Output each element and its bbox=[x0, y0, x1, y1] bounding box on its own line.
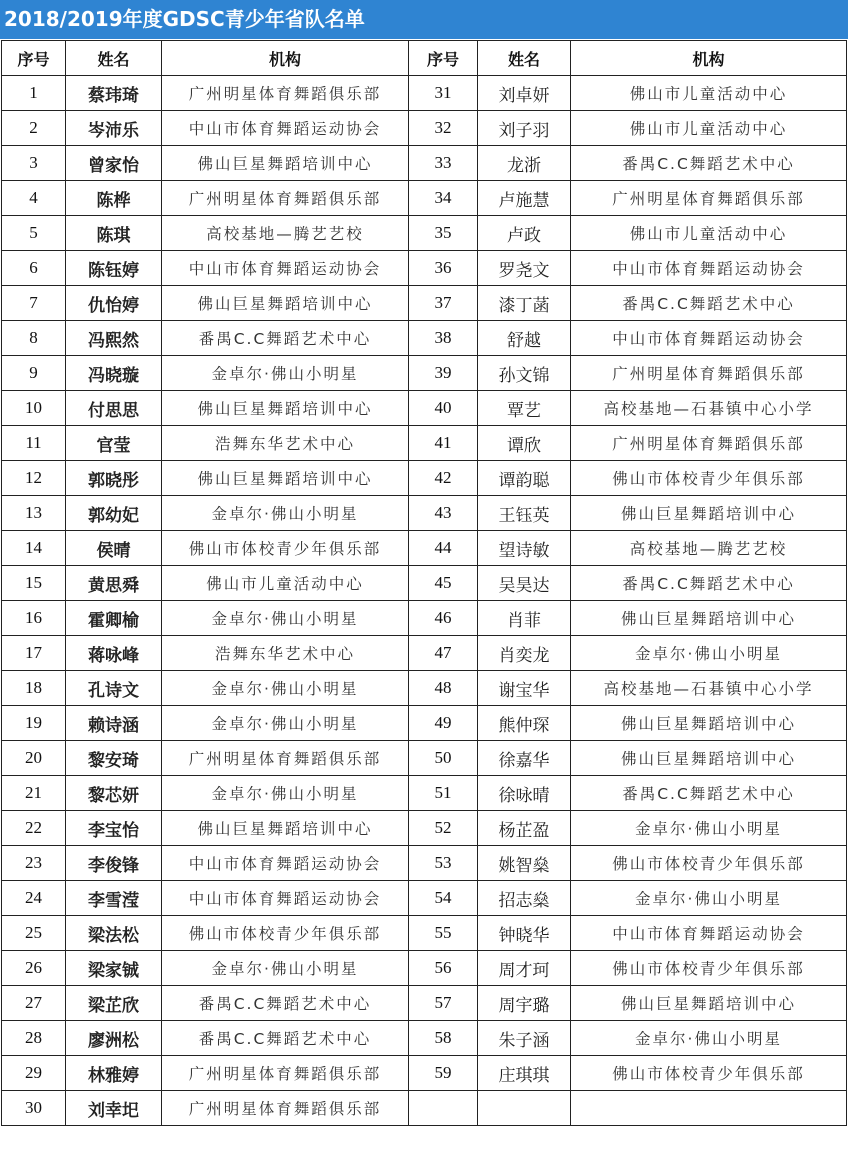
cell-name-left: 曾家怡 bbox=[66, 146, 162, 181]
cell-seq-left: 27 bbox=[2, 986, 66, 1021]
cell-name-right: 徐咏晴 bbox=[478, 776, 571, 811]
cell-seq-left: 15 bbox=[2, 566, 66, 601]
cell-name-left: 冯晓璇 bbox=[66, 356, 162, 391]
cell-seq-right: 41 bbox=[409, 426, 478, 461]
cell-org-right: 佛山巨星舞蹈培训中心 bbox=[571, 706, 847, 741]
cell-seq-left: 12 bbox=[2, 461, 66, 496]
table-row bbox=[2, 1091, 847, 1126]
cell-org-left: 中山市体育舞蹈运动协会 bbox=[162, 251, 409, 286]
cell-seq-right: 33 bbox=[409, 146, 478, 181]
cell-org-left: 番禺C.C舞蹈艺术中心 bbox=[162, 1021, 409, 1056]
cell-seq-left: 6 bbox=[2, 251, 66, 286]
header-name-right: 姓名 bbox=[478, 41, 571, 76]
cell-seq-left: 1 bbox=[2, 76, 66, 111]
header-name-left: 姓名 bbox=[66, 41, 162, 76]
cell-name-right: 徐嘉华 bbox=[478, 741, 571, 776]
header-org-left: 机构 bbox=[162, 41, 409, 76]
cell-org-left: 佛山市儿童活动中心 bbox=[162, 566, 409, 601]
cell-seq-left: 28 bbox=[2, 1021, 66, 1056]
cell-org-right: 佛山市儿童活动中心 bbox=[571, 111, 847, 146]
cell-seq-right: 58 bbox=[409, 1021, 478, 1056]
table-row bbox=[2, 601, 847, 636]
cell-org-left: 佛山市体校青少年俱乐部 bbox=[162, 531, 409, 566]
cell-name-right: 杨芷盈 bbox=[478, 811, 571, 846]
cell-name-right: 谭韵聪 bbox=[478, 461, 571, 496]
table-row bbox=[2, 391, 847, 426]
cell-name-left: 陈桦 bbox=[66, 181, 162, 216]
table-row bbox=[2, 356, 847, 391]
cell-org-right: 高校基地—石碁镇中心小学 bbox=[571, 391, 847, 426]
cell-seq-left: 22 bbox=[2, 811, 66, 846]
cell-seq-right: 39 bbox=[409, 356, 478, 391]
cell-seq-right: 52 bbox=[409, 811, 478, 846]
cell-org-left: 番禺C.C舞蹈艺术中心 bbox=[162, 986, 409, 1021]
cell-org-right: 高校基地—腾艺艺校 bbox=[571, 531, 847, 566]
cell-org-right: 番禺C.C舞蹈艺术中心 bbox=[571, 776, 847, 811]
cell-org-left: 中山市体育舞蹈运动协会 bbox=[162, 111, 409, 146]
header-seq-right: 序号 bbox=[409, 41, 478, 76]
table-row bbox=[2, 566, 847, 601]
cell-org-left: 广州明星体育舞蹈俱乐部 bbox=[162, 741, 409, 776]
cell-seq-left: 23 bbox=[2, 846, 66, 881]
table-row bbox=[2, 1021, 847, 1056]
cell-seq-right: 40 bbox=[409, 391, 478, 426]
cell-org-left: 金卓尔·佛山小明星 bbox=[162, 776, 409, 811]
table-row bbox=[2, 986, 847, 1021]
cell-seq-right: 51 bbox=[409, 776, 478, 811]
cell-seq-right: 55 bbox=[409, 916, 478, 951]
cell-name-right: 周才珂 bbox=[478, 951, 571, 986]
page-title: 2018/2019年度GDSC青少年省队名单 bbox=[0, 0, 848, 39]
cell-seq-right: 42 bbox=[409, 461, 478, 496]
cell-org-right: 番禺C.C舞蹈艺术中心 bbox=[571, 286, 847, 321]
cell-seq-right: 43 bbox=[409, 496, 478, 531]
cell-name-right: 卢政 bbox=[478, 216, 571, 251]
cell-seq-left: 16 bbox=[2, 601, 66, 636]
cell-seq-left: 7 bbox=[2, 286, 66, 321]
cell-name-right: 周宇璐 bbox=[478, 986, 571, 1021]
table-row bbox=[2, 636, 847, 671]
table-row bbox=[2, 671, 847, 706]
cell-org-right: 佛山巨星舞蹈培训中心 bbox=[571, 986, 847, 1021]
cell-org-left: 佛山巨星舞蹈培训中心 bbox=[162, 811, 409, 846]
cell-org-left: 中山市体育舞蹈运动协会 bbox=[162, 846, 409, 881]
cell-org-right: 金卓尔·佛山小明星 bbox=[571, 811, 847, 846]
cell-seq-right: 54 bbox=[409, 881, 478, 916]
cell-seq-right: 44 bbox=[409, 531, 478, 566]
table-row bbox=[2, 531, 847, 566]
cell-name-right: 舒越 bbox=[478, 321, 571, 356]
table-row bbox=[2, 916, 847, 951]
table-row bbox=[2, 461, 847, 496]
cell-org-right: 番禺C.C舞蹈艺术中心 bbox=[571, 146, 847, 181]
cell-name-left: 梁芷欣 bbox=[66, 986, 162, 1021]
cell-name-right: 漆丁菡 bbox=[478, 286, 571, 321]
cell-org-right: 佛山市儿童活动中心 bbox=[571, 216, 847, 251]
table-row bbox=[2, 181, 847, 216]
cell-name-right: 谭欣 bbox=[478, 426, 571, 461]
cell-seq-right bbox=[409, 1091, 478, 1126]
cell-org-right bbox=[571, 1091, 847, 1126]
cell-seq-right: 45 bbox=[409, 566, 478, 601]
cell-seq-right: 38 bbox=[409, 321, 478, 356]
cell-org-right: 佛山市体校青少年俱乐部 bbox=[571, 1056, 847, 1091]
header-row bbox=[2, 41, 847, 76]
cell-org-left: 广州明星体育舞蹈俱乐部 bbox=[162, 181, 409, 216]
cell-name-left: 陈琪 bbox=[66, 216, 162, 251]
cell-name-left: 廖洲松 bbox=[66, 1021, 162, 1056]
cell-seq-right: 31 bbox=[409, 76, 478, 111]
cell-seq-left: 17 bbox=[2, 636, 66, 671]
cell-seq-right: 46 bbox=[409, 601, 478, 636]
cell-seq-left: 14 bbox=[2, 531, 66, 566]
cell-org-right: 佛山巨星舞蹈培训中心 bbox=[571, 741, 847, 776]
cell-name-right: 龙浙 bbox=[478, 146, 571, 181]
cell-org-left: 广州明星体育舞蹈俱乐部 bbox=[162, 1091, 409, 1126]
cell-name-left: 霍卿榆 bbox=[66, 601, 162, 636]
cell-org-left: 浩舞东华艺术中心 bbox=[162, 426, 409, 461]
cell-seq-right: 35 bbox=[409, 216, 478, 251]
cell-seq-left: 18 bbox=[2, 671, 66, 706]
cell-seq-right: 49 bbox=[409, 706, 478, 741]
cell-seq-left: 9 bbox=[2, 356, 66, 391]
table-row bbox=[2, 76, 847, 111]
table-row bbox=[2, 706, 847, 741]
cell-name-left: 黎安琦 bbox=[66, 741, 162, 776]
cell-name-right: 肖奕龙 bbox=[478, 636, 571, 671]
cell-name-left: 冯熙然 bbox=[66, 321, 162, 356]
table-row bbox=[2, 426, 847, 461]
cell-seq-left: 11 bbox=[2, 426, 66, 461]
cell-org-left: 金卓尔·佛山小明星 bbox=[162, 671, 409, 706]
roster-table bbox=[1, 40, 847, 1126]
cell-seq-left: 24 bbox=[2, 881, 66, 916]
cell-org-left: 佛山市体校青少年俱乐部 bbox=[162, 916, 409, 951]
cell-seq-right: 48 bbox=[409, 671, 478, 706]
cell-name-left: 陈钰婷 bbox=[66, 251, 162, 286]
cell-name-right bbox=[478, 1091, 571, 1126]
cell-seq-right: 47 bbox=[409, 636, 478, 671]
cell-name-left: 林雅婷 bbox=[66, 1056, 162, 1091]
cell-name-right: 吴昊达 bbox=[478, 566, 571, 601]
cell-name-left: 付思思 bbox=[66, 391, 162, 426]
cell-seq-left: 4 bbox=[2, 181, 66, 216]
cell-seq-left: 3 bbox=[2, 146, 66, 181]
cell-name-right: 姚智燊 bbox=[478, 846, 571, 881]
cell-org-left: 佛山巨星舞蹈培训中心 bbox=[162, 146, 409, 181]
table-row bbox=[2, 846, 847, 881]
cell-org-left: 金卓尔·佛山小明星 bbox=[162, 356, 409, 391]
cell-seq-right: 56 bbox=[409, 951, 478, 986]
header-org-right: 机构 bbox=[571, 41, 847, 76]
cell-org-right: 佛山巨星舞蹈培训中心 bbox=[571, 496, 847, 531]
cell-org-right: 佛山巨星舞蹈培训中心 bbox=[571, 601, 847, 636]
cell-org-left: 金卓尔·佛山小明星 bbox=[162, 601, 409, 636]
cell-seq-left: 8 bbox=[2, 321, 66, 356]
cell-seq-right: 57 bbox=[409, 986, 478, 1021]
cell-org-left: 佛山巨星舞蹈培训中心 bbox=[162, 391, 409, 426]
cell-org-left: 浩舞东华艺术中心 bbox=[162, 636, 409, 671]
cell-org-left: 金卓尔·佛山小明星 bbox=[162, 951, 409, 986]
cell-org-left: 金卓尔·佛山小明星 bbox=[162, 496, 409, 531]
cell-name-left: 梁法松 bbox=[66, 916, 162, 951]
cell-seq-right: 32 bbox=[409, 111, 478, 146]
cell-name-left: 蔡玮琦 bbox=[66, 76, 162, 111]
cell-org-left: 广州明星体育舞蹈俱乐部 bbox=[162, 1056, 409, 1091]
cell-name-right: 孙文锦 bbox=[478, 356, 571, 391]
cell-seq-left: 30 bbox=[2, 1091, 66, 1126]
table-row bbox=[2, 111, 847, 146]
cell-org-right: 广州明星体育舞蹈俱乐部 bbox=[571, 426, 847, 461]
cell-name-left: 仇怡婷 bbox=[66, 286, 162, 321]
cell-name-left: 孔诗文 bbox=[66, 671, 162, 706]
cell-name-right: 刘卓妍 bbox=[478, 76, 571, 111]
cell-org-right: 番禺C.C舞蹈艺术中心 bbox=[571, 566, 847, 601]
cell-seq-left: 26 bbox=[2, 951, 66, 986]
cell-org-right: 金卓尔·佛山小明星 bbox=[571, 636, 847, 671]
cell-name-right: 熊仲琛 bbox=[478, 706, 571, 741]
cell-name-left: 蒋咏峰 bbox=[66, 636, 162, 671]
cell-seq-left: 19 bbox=[2, 706, 66, 741]
cell-name-left: 岑沛乐 bbox=[66, 111, 162, 146]
cell-org-right: 佛山市体校青少年俱乐部 bbox=[571, 461, 847, 496]
cell-seq-left: 29 bbox=[2, 1056, 66, 1091]
cell-name-left: 官莹 bbox=[66, 426, 162, 461]
cell-seq-left: 10 bbox=[2, 391, 66, 426]
cell-seq-right: 59 bbox=[409, 1056, 478, 1091]
cell-name-left: 李雪滢 bbox=[66, 881, 162, 916]
cell-name-right: 覃艺 bbox=[478, 391, 571, 426]
cell-name-left: 李宝怡 bbox=[66, 811, 162, 846]
cell-name-left: 李俊锋 bbox=[66, 846, 162, 881]
cell-seq-left: 25 bbox=[2, 916, 66, 951]
cell-seq-right: 36 bbox=[409, 251, 478, 286]
cell-seq-right: 34 bbox=[409, 181, 478, 216]
table-row bbox=[2, 286, 847, 321]
table-row bbox=[2, 251, 847, 286]
cell-org-left: 佛山巨星舞蹈培训中心 bbox=[162, 461, 409, 496]
table-row bbox=[2, 146, 847, 181]
cell-org-left: 高校基地—腾艺艺校 bbox=[162, 216, 409, 251]
cell-name-left: 黄思舜 bbox=[66, 566, 162, 601]
table-row bbox=[2, 881, 847, 916]
cell-org-right: 金卓尔·佛山小明星 bbox=[571, 881, 847, 916]
cell-seq-left: 2 bbox=[2, 111, 66, 146]
cell-org-right: 中山市体育舞蹈运动协会 bbox=[571, 321, 847, 356]
cell-name-right: 钟晓华 bbox=[478, 916, 571, 951]
cell-name-right: 庄琪琪 bbox=[478, 1056, 571, 1091]
cell-seq-left: 20 bbox=[2, 741, 66, 776]
cell-org-right: 广州明星体育舞蹈俱乐部 bbox=[571, 356, 847, 391]
roster-body bbox=[2, 76, 847, 1126]
cell-name-left: 郭晓彤 bbox=[66, 461, 162, 496]
cell-org-left: 番禺C.C舞蹈艺术中心 bbox=[162, 321, 409, 356]
cell-org-right: 广州明星体育舞蹈俱乐部 bbox=[571, 181, 847, 216]
cell-seq-left: 13 bbox=[2, 496, 66, 531]
cell-org-left: 佛山巨星舞蹈培训中心 bbox=[162, 286, 409, 321]
cell-org-left: 广州明星体育舞蹈俱乐部 bbox=[162, 76, 409, 111]
header-seq-left: 序号 bbox=[2, 41, 66, 76]
cell-name-right: 罗尧文 bbox=[478, 251, 571, 286]
cell-name-left: 梁家铖 bbox=[66, 951, 162, 986]
cell-name-left: 刘幸圯 bbox=[66, 1091, 162, 1126]
cell-name-left: 郭幼妃 bbox=[66, 496, 162, 531]
cell-name-right: 卢施慧 bbox=[478, 181, 571, 216]
table-row bbox=[2, 1056, 847, 1091]
cell-seq-right: 53 bbox=[409, 846, 478, 881]
table-row bbox=[2, 776, 847, 811]
cell-org-right: 佛山市体校青少年俱乐部 bbox=[571, 951, 847, 986]
table-row bbox=[2, 496, 847, 531]
cell-org-right: 佛山市体校青少年俱乐部 bbox=[571, 846, 847, 881]
table-row bbox=[2, 741, 847, 776]
cell-name-right: 刘子羽 bbox=[478, 111, 571, 146]
cell-name-right: 谢宝华 bbox=[478, 671, 571, 706]
cell-org-left: 中山市体育舞蹈运动协会 bbox=[162, 881, 409, 916]
cell-name-right: 朱子涵 bbox=[478, 1021, 571, 1056]
cell-org-right: 金卓尔·佛山小明星 bbox=[571, 1021, 847, 1056]
cell-name-right: 肖菲 bbox=[478, 601, 571, 636]
cell-name-right: 王钰英 bbox=[478, 496, 571, 531]
cell-name-left: 黎芯妍 bbox=[66, 776, 162, 811]
table-row bbox=[2, 216, 847, 251]
table-row bbox=[2, 321, 847, 356]
cell-seq-left: 5 bbox=[2, 216, 66, 251]
cell-name-left: 侯晴 bbox=[66, 531, 162, 566]
cell-org-right: 高校基地—石碁镇中心小学 bbox=[571, 671, 847, 706]
table-row bbox=[2, 811, 847, 846]
cell-seq-right: 50 bbox=[409, 741, 478, 776]
cell-org-right: 中山市体育舞蹈运动协会 bbox=[571, 916, 847, 951]
cell-name-left: 赖诗涵 bbox=[66, 706, 162, 741]
cell-name-right: 招志燊 bbox=[478, 881, 571, 916]
cell-org-right: 中山市体育舞蹈运动协会 bbox=[571, 251, 847, 286]
cell-seq-left: 21 bbox=[2, 776, 66, 811]
cell-org-left: 金卓尔·佛山小明星 bbox=[162, 706, 409, 741]
cell-org-right: 佛山市儿童活动中心 bbox=[571, 76, 847, 111]
cell-seq-right: 37 bbox=[409, 286, 478, 321]
cell-name-right: 望诗敏 bbox=[478, 531, 571, 566]
table-row bbox=[2, 951, 847, 986]
